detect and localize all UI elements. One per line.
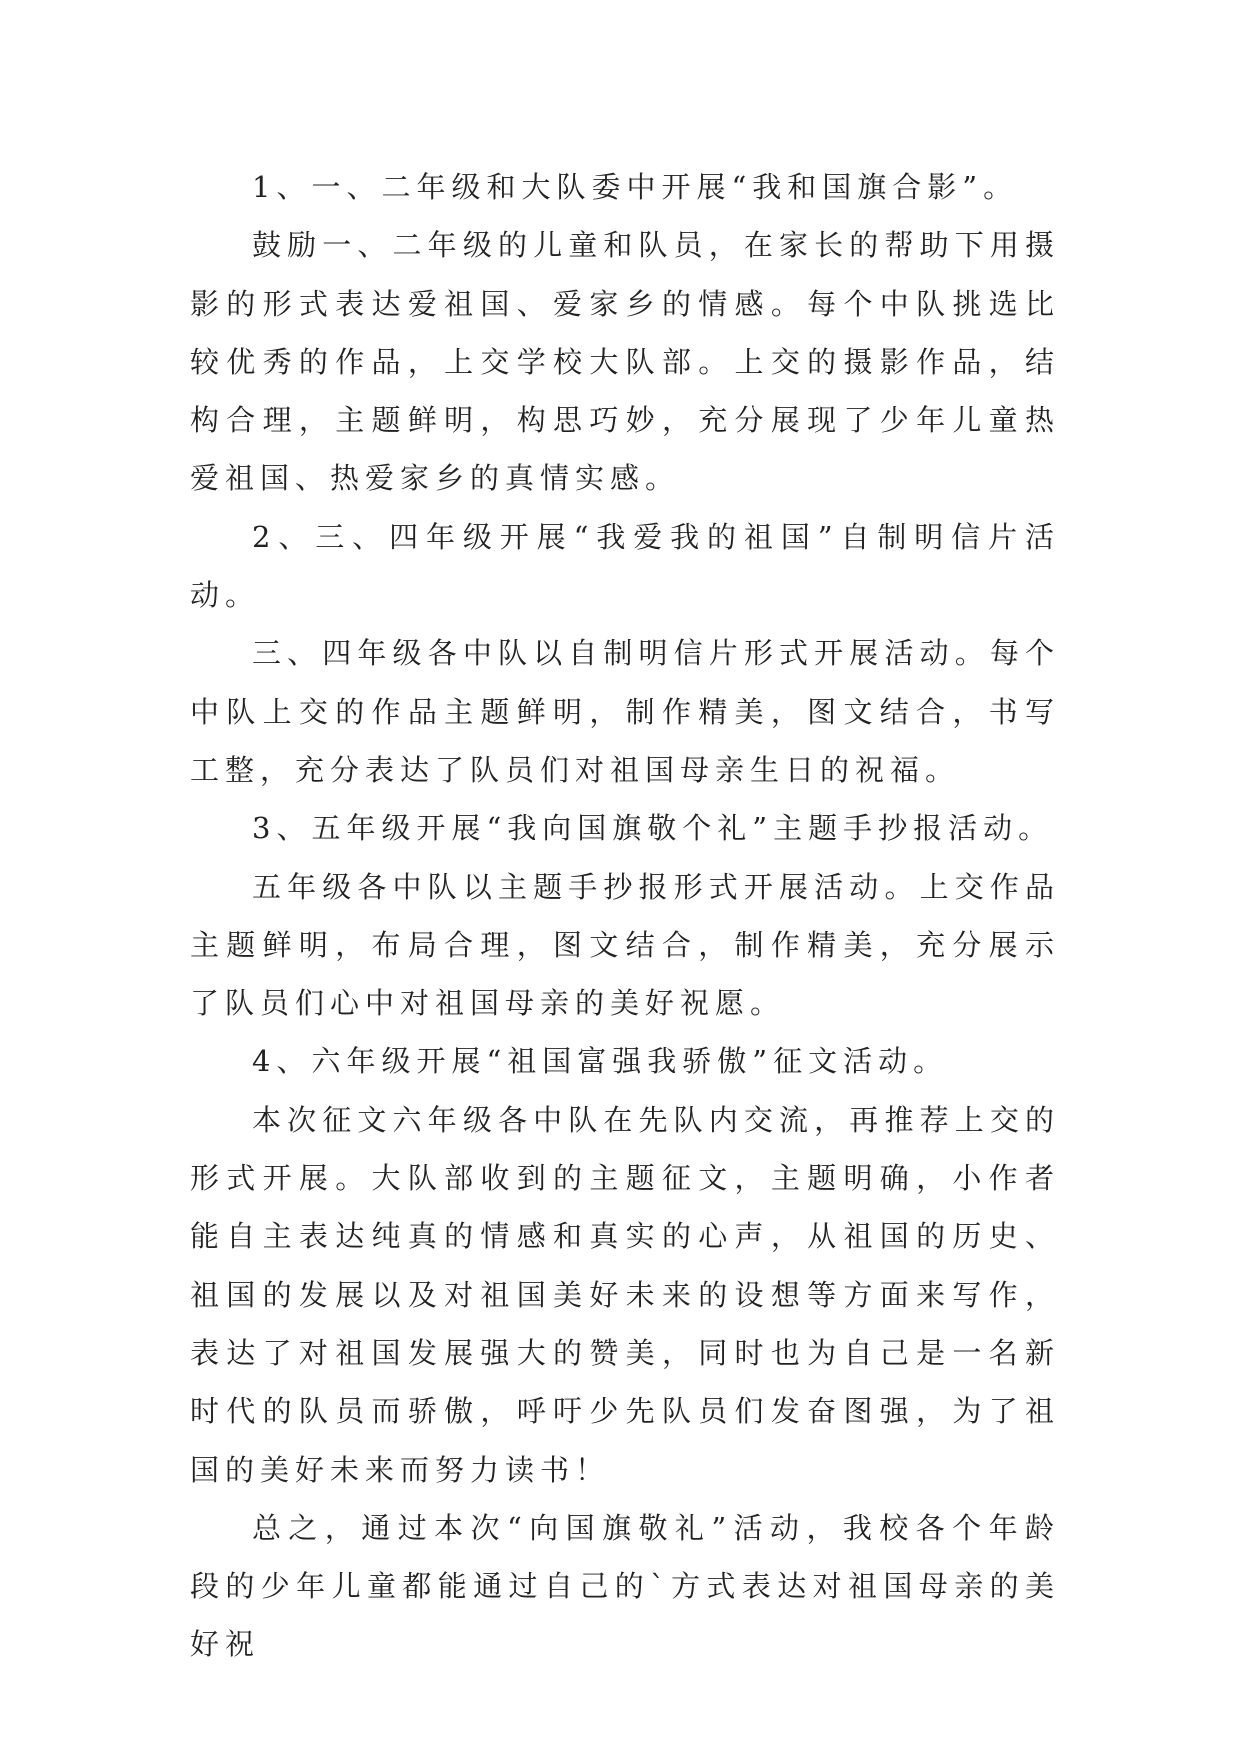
- paragraph-4: 三、四年级各中队以自制明信片形式开展活动。每个中队上交的作品主题鲜明，制作精美，图文结合，书写工整，充分表达了队员们对祖国母亲生日的祝福。: [190, 636, 1060, 787]
- paragraph-5: 3、五年级开展“我向国旗敬个礼”主题手抄报活动。: [252, 811, 1054, 846]
- paragraph-6: 五年级各中队以主题手抄报形式开展活动。上交作品主题鲜明，布局合理，图文结合，制作精美，充分展示了队员们心中对祖国母亲的美好祝愿。: [190, 869, 1060, 1021]
- paragraph-3: 2、三、四年级开展“我爱我的祖国”自制明信片活动。: [190, 519, 1060, 613]
- paragraph-7: 4、六年级开展“祖国富强我骄傲”征文活动。: [252, 1044, 949, 1079]
- paragraph-2: 鼓励一、二年级的儿童和队员，在家长的帮助下用摄影的形式表达爱祖国、爱家乡的情感。每个中队挑选比较优秀的作品，上交学校大队部。上交的摄影作品，结构合理，主题鲜明，构思巧妙，充分展现了少年儿童热爱祖国、热爱家乡的真情实感。: [190, 228, 1060, 496]
- document-body: [190, 158, 1060, 1674]
- paragraph-8: 本次征文六年级各中队在先队内交流，再推荐上交的形式开展。大队部收到的主题征文，主题明确，小作者能自主表达纯真的情感和真实的心声，从祖国的历史、祖国的发展以及对祖国美好未来的设想等方面来写作，表达了对祖国发展强大的赞美，同时也为自己是一名新时代的队员而骄傲，呼吁少先队员们发奋图强，为了祖国的美好未来而努力读书！: [190, 1102, 1060, 1487]
- paragraph-1: 1、一、二年级和大队委中开展“我和国旗合影”。: [252, 170, 1019, 204]
- paragraph-9: 总之，通过本次“向国旗敬礼”活动，我校各个年龄段的少年儿童都能通过自己的`方式表达对祖国母亲的美好祝: [190, 1510, 1060, 1662]
